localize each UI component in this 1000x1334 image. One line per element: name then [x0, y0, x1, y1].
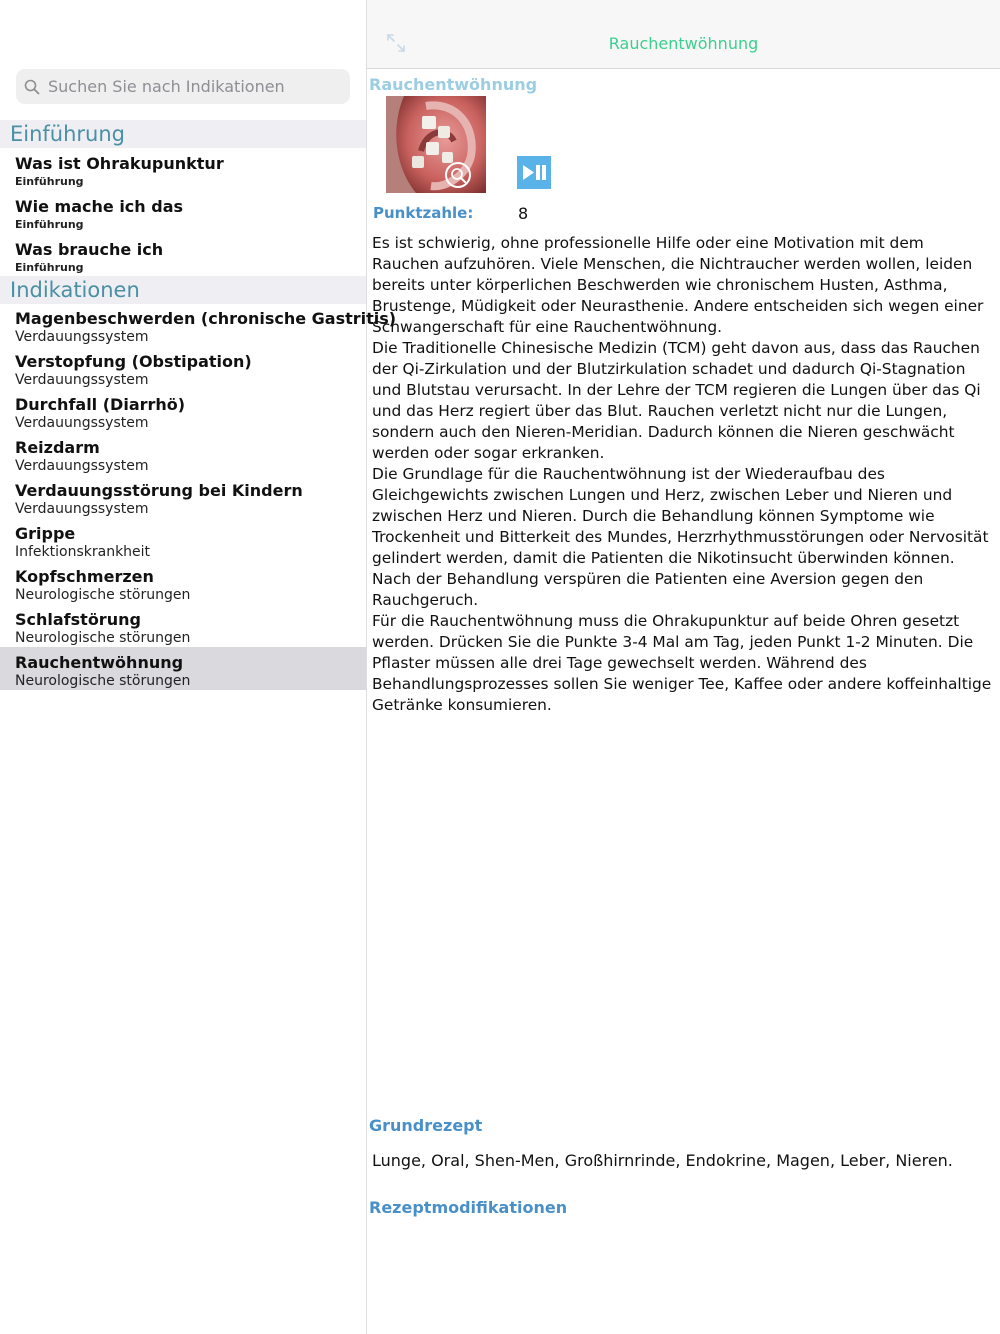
list-item-title: Durchfall (Diarrhö): [15, 395, 186, 414]
list-item-title: Schlafstörung: [15, 610, 141, 629]
ear-image[interactable]: [386, 96, 486, 193]
search-bar[interactable]: [16, 69, 350, 104]
list-item-subtitle: Einführung: [15, 175, 84, 188]
list-item-title: Kopfschmerzen: [15, 567, 154, 586]
list-item-subtitle: Neurologische störungen: [15, 630, 191, 646]
list-item-title: Rauchentwöhnung: [15, 653, 184, 672]
list-item-was-brauche-ich[interactable]: [0, 234, 366, 277]
list-item-verdauungsstoerung-kinder[interactable]: [0, 475, 366, 518]
search-icon: [24, 79, 40, 95]
sidebar: [0, 0, 397, 1334]
play-pause-button[interactable]: [517, 156, 551, 189]
list-item-title: Was ist Ohrakupunktur: [15, 154, 224, 173]
punktzahl-label: Punktzahle:: [373, 204, 474, 222]
list-item-subtitle: Einführung: [15, 261, 84, 274]
nav-title: Rauchentwöhnung: [608, 34, 759, 53]
punktzahl-value: 8: [518, 204, 529, 223]
list-item-verstopfung[interactable]: [0, 346, 366, 389]
rezeptmodifikationen-heading: Rezeptmodifikationen: [369, 1198, 568, 1217]
list-item-subtitle: Verdauungssystem: [15, 329, 149, 345]
list-item-title: Verstopfung (Obstipation): [15, 352, 252, 371]
list-item-grippe[interactable]: [0, 518, 366, 561]
list-item-title: Reizdarm: [15, 438, 100, 457]
list-item-durchfall[interactable]: [0, 389, 366, 432]
list-item-kopfschmerzen[interactable]: [0, 561, 366, 604]
list-item-subtitle: Infektionskrankheit: [15, 544, 151, 560]
list-item-title: Wie mache ich das: [15, 197, 184, 216]
grundrezept-heading: Grundrezept: [369, 1116, 483, 1135]
list-item-subtitle: Verdauungssystem: [15, 372, 149, 388]
grundrezept-text: Lunge, Oral, Shen-Men, Großhirnrinde, Endokrine, Magen, Leber, Nieren.: [372, 1151, 953, 1170]
list-item-subtitle: Verdauungssystem: [15, 458, 149, 474]
list-item-wie-mache-ich-das[interactable]: [0, 191, 366, 234]
description-text: Es ist schwierig, ohne professionelle Hilfe oder eine Motivation mit dem Rauchen aufzuhören. Viele Menschen, die Nichtraucher werden wollen, leiden bereits unter körperlichen Beschwerden wie chronischem Husten, Asthma, Brustenge, Müdigkeit oder Neurasthenie. Andere entscheiden sich wegen einer Schwangerschaft für eine Rauchentwöhnung. Die Traditionelle Chinesische Medizin (TCM) geht davon aus, dass das Rauchen der Qi-Zirkulation und der Blutzirkulation schadet und dadurch Qi-Stagnation und Blutstau verursacht. In der Lehre der TCM regieren die Lungen über das Qi und das Herz regiert über das Blut. Rauchen verletzt nicht nur die Lungen, sondern auch den Nieren-Meridian. Dadurch können die Nieren geschwächt werden oder sogar erkranken. Die Grundlage für die Rauchentwöhnung ist der Wiederaufbau des Gleichgewichts zwischen Lungen und Herz, zwischen Leber und Nieren und zwischen Herz und Nieren. Durch die Behandlung können Symptome wie Trockenheit und Bitterkeit des Mundes, Herzrhythmusstörungen oder Nervosität gelindert werden, damit die Patienten die Nikotinsucht überwinden können. Nach der Behandlung verspüren die Patienten eine Aversion gegen den Rauchgeruch. Für die Rauchentwöhnung muss die Ohrakupunktur auf beide Ohren gesetzt werden. Drücken Sie die Punkte 3-4 Mal am Tag, jeden Punkt 1-2 Minuten. Die Pflaster müssen alle drei Tage gewechselt werden. Während des Behandlungsprozesses sollen Sie weniger Tee, Kaffee oder andere koffeinhaltige Getränke konsumieren.: [372, 234, 992, 714]
list-item-schlafstoerung[interactable]: [0, 604, 366, 647]
list-item-subtitle: Verdauungssystem: [15, 501, 149, 517]
list-item-rauchentwoehnung[interactable]: [0, 647, 366, 690]
list-item-subtitle: Verdauungssystem: [15, 415, 149, 431]
list-item-was-ist-ohrakupunktur[interactable]: [0, 148, 366, 191]
list-item-magenbeschwerden[interactable]: [0, 303, 397, 346]
list-item-reizdarm[interactable]: [0, 432, 366, 475]
detail-navbar: [367, 0, 1000, 69]
section-header-einfuehrung: Einführung: [0, 120, 366, 148]
list-item-title: Was brauche ich: [15, 240, 164, 259]
detail-title: Rauchentwöhnung: [369, 75, 538, 94]
section-header-indikationen: Indikationen: [0, 276, 366, 304]
search-input[interactable]: [46, 76, 340, 97]
list-item-subtitle: Einführung: [15, 218, 84, 231]
play-pause-icon: [517, 156, 551, 189]
list-item-title: Verdauungsstörung bei Kindern: [15, 481, 303, 500]
list-item-subtitle: Neurologische störungen: [15, 587, 191, 603]
list-item-title: Grippe: [15, 524, 76, 543]
list-item-title: Magenbeschwerden (chronische Gastritis): [15, 309, 397, 328]
list-item-subtitle: Neurologische störungen: [15, 673, 191, 689]
